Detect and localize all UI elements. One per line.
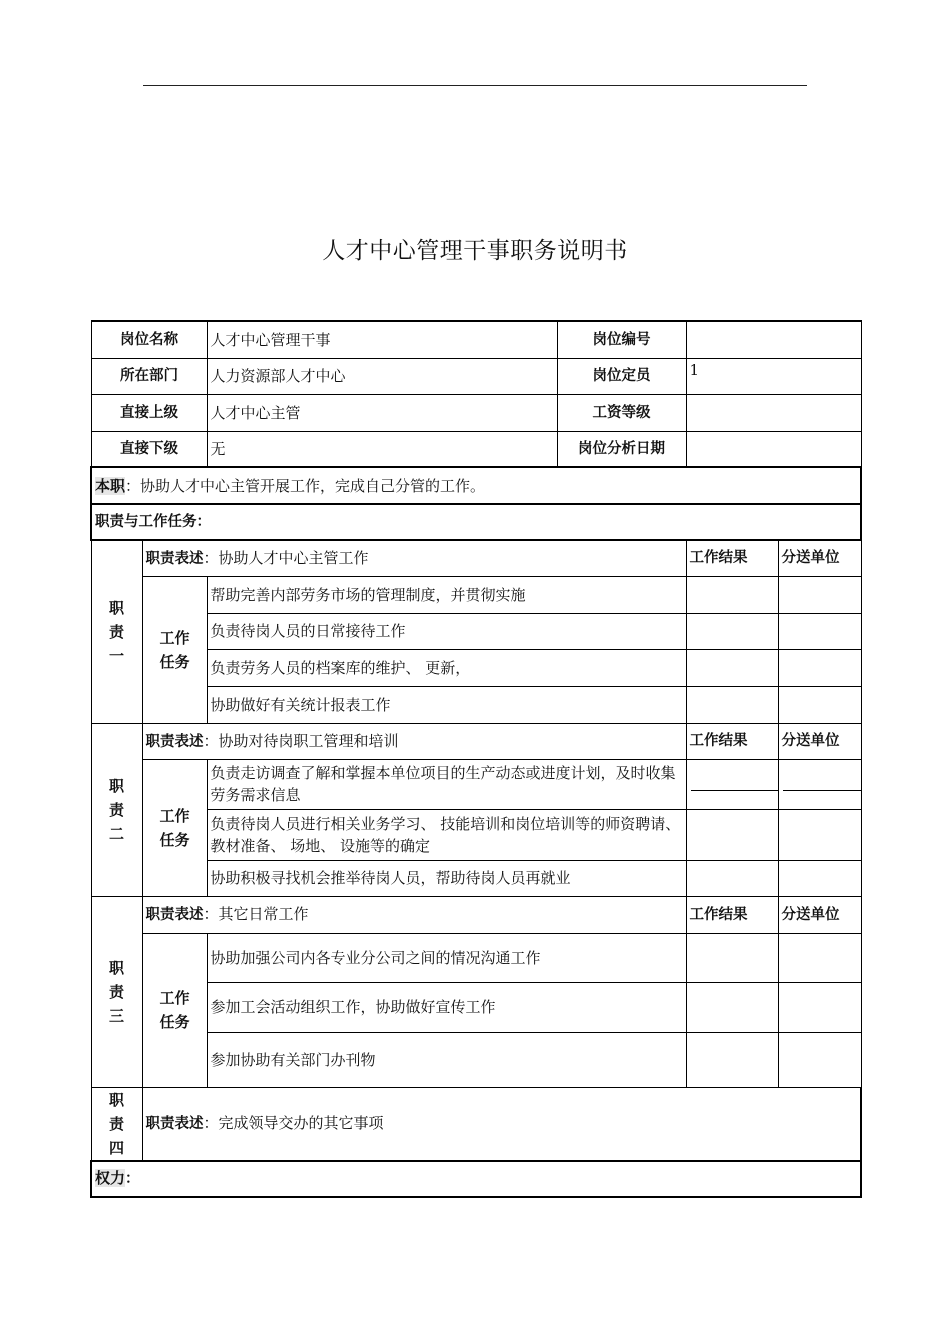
headcount-value: 1 <box>686 358 861 394</box>
duty-3-task-1-result <box>686 933 778 982</box>
subordinate-value: 无 <box>207 431 557 467</box>
main-duty-row <box>91 467 861 504</box>
duty-2-desc: 职责表述：协助对待岗职工管理和培训 <box>142 723 686 759</box>
duty-1-result-header: 工作结果 <box>686 540 778 576</box>
superior-value: 人才中心主管 <box>207 394 557 431</box>
duty-1-task-2: 负责待岗人员的日常接待工作 <box>207 613 686 649</box>
duty-3-task-2-dest <box>778 982 861 1032</box>
duty-2-task-1-dest <box>778 759 861 809</box>
position-name-value: 人才中心管理干事 <box>207 321 557 358</box>
duty-2-result-header: 工作结果 <box>686 723 778 759</box>
salary-value <box>686 394 861 431</box>
duty-3-task-3: 参加协助有关部门办刊物 <box>207 1032 686 1087</box>
duty-1-dest-header: 分送单位 <box>778 540 861 576</box>
duty-3-label: 职 责 三 <box>91 896 142 1087</box>
dept-label: 所在部门 <box>91 358 207 394</box>
duty-1-task-4-result <box>686 686 778 723</box>
duty-2-task-1: 负责走访调查了解和掌握本单位项目的生产动态或进度计划，及时收集劳务需求信息 <box>207 759 686 809</box>
duty-2-label: 职 责 二 <box>91 723 142 896</box>
duty-1-task-1-result <box>686 576 778 613</box>
analysis-date-label: 岗位分析日期 <box>557 431 686 467</box>
subordinate-label: 直接下级 <box>91 431 207 467</box>
duty-1-task-1: 帮助完善内部劳务市场的管理制度，并贯彻实施 <box>207 576 686 613</box>
duty-1-task-3-result <box>686 649 778 686</box>
salary-label: 工资等级 <box>557 394 686 431</box>
duty-2-task-3-dest <box>778 860 861 896</box>
position-no-value <box>686 321 861 358</box>
analysis-date-value <box>686 431 861 467</box>
duty-1-task-4-dest <box>778 686 861 723</box>
duty-1-task-3: 负责劳务人员的档案库的维护、 更新， <box>207 649 686 686</box>
superior-label: 直接上级 <box>91 394 207 431</box>
duty-3-task-3-result <box>686 1032 778 1087</box>
duty-1-desc: 职责表述：协助人才中心主管工作 <box>142 540 686 576</box>
power-row: 权力： <box>91 1161 861 1197</box>
duty-1-task-label: 工作 任务 <box>142 576 207 723</box>
duty-3-task-1: 协助加强公司内各专业分公司之间的情况沟通工作 <box>207 933 686 982</box>
duty-2-task-2: 负责待岗人员进行相关业务学习、 技能培训和岗位培训等的师资聘请、 教材准备、 场地、 设施等的确定 <box>207 809 686 860</box>
header-rule <box>143 85 807 86</box>
duty-2-task-1-result <box>686 759 778 809</box>
main-duty-text: ：协助人才中心主管开展工作，完成自己分管的工作。 <box>125 476 486 495</box>
headcount-label: 岗位定员 <box>557 358 686 394</box>
duty-3-task-3-dest <box>778 1032 861 1087</box>
duty-1-task-3-dest <box>778 649 861 686</box>
duty-3-task-1-dest <box>778 933 861 982</box>
duty-1-label: 职 责 一 <box>91 540 142 723</box>
duties-header: 职责与工作任务： <box>91 504 861 540</box>
job-description-form <box>90 320 860 1198</box>
dept-value: 人力资源部人才中心 <box>207 358 557 394</box>
duty-1-task-1-dest <box>778 576 861 613</box>
duty-3-task-label: 工作 任务 <box>142 933 207 1087</box>
power-label: 权力 <box>95 1169 126 1187</box>
duty-4-label: 职 责 四 <box>91 1087 142 1161</box>
duty-1-task-2-dest <box>778 613 861 649</box>
duty-2-task-2-result <box>686 809 778 860</box>
duty-2-task-label: 工作 任务 <box>142 759 207 896</box>
duty-3-dest-header: 分送单位 <box>778 896 861 933</box>
duty-2-task-3: 协助积极寻找机会推举待岗人员，帮助待岗人员再就业 <box>207 860 686 896</box>
position-no-label: 岗位编号 <box>557 321 686 358</box>
duty-3-task-2-result <box>686 982 778 1032</box>
position-name-label: 岗位名称 <box>91 321 207 358</box>
duty-3-result-header: 工作结果 <box>686 896 778 933</box>
duty-4-desc: 职责表述：完成领导交办的其它事项 <box>142 1087 861 1161</box>
main-duty-label: 本职 <box>95 476 126 495</box>
duty-1-task-4: 协助做好有关统计报表工作 <box>207 686 686 723</box>
page-title: 人才中心管理干事职务说明书 <box>322 238 628 264</box>
duty-3-task-2: 参加工会活动组织工作，协助做好宣传工作 <box>207 982 686 1032</box>
duty-2-dest-header: 分送单位 <box>778 723 861 759</box>
duty-2-task-3-result <box>686 860 778 896</box>
duty-3-desc: 职责表述：其它日常工作 <box>142 896 686 933</box>
duty-1-task-2-result <box>686 613 778 649</box>
duty-2-task-2-dest <box>778 809 861 860</box>
